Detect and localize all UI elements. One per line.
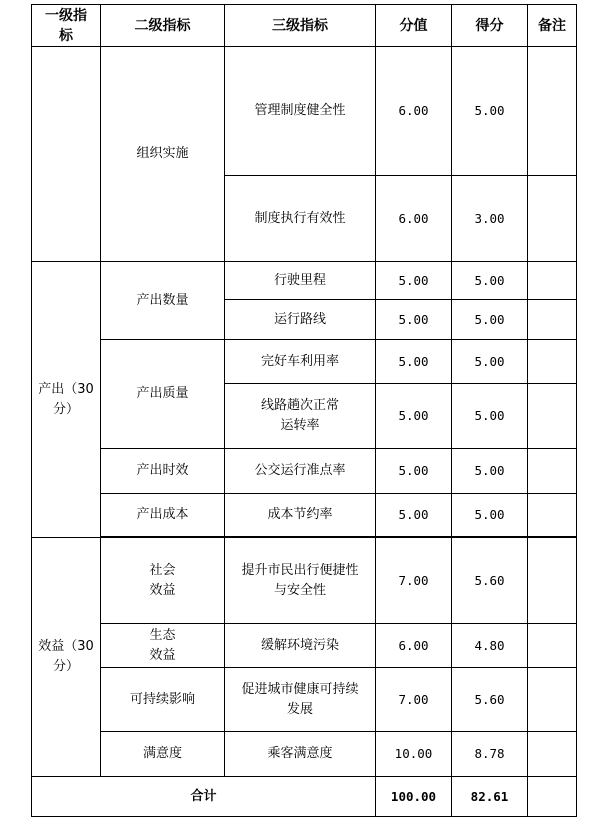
level2-cell-kechixu: 可持续影响 [101, 668, 225, 732]
table-row [32, 262, 577, 300]
note-cell [528, 176, 577, 262]
got-cell: 5.60 [452, 538, 528, 624]
header-level3: 三级指标 [225, 5, 376, 47]
table-row [32, 538, 577, 624]
got-cell: 5.00 [452, 494, 528, 537]
got-cell: 5.60 [452, 668, 528, 732]
note-cell [528, 624, 577, 668]
indicator-cell: 乘客满意度 [225, 732, 376, 777]
header-got: 得分 [452, 5, 528, 47]
got-cell: 5.00 [452, 340, 528, 384]
level2-cell-manyi: 满意度 [101, 732, 225, 777]
score-cell: 6.00 [376, 624, 452, 668]
indicator-cell: 成本节约率 [225, 494, 376, 537]
got-cell: 4.80 [452, 624, 528, 668]
note-cell [528, 732, 577, 777]
header-note: 备注 [528, 5, 577, 47]
total-row [32, 777, 577, 817]
score-cell: 5.00 [376, 384, 452, 449]
indicator-cell: 公交运行准点率 [225, 449, 376, 494]
level2-cell-shehui: 社会 效益 [101, 538, 225, 624]
level2-cell-shengtai: 生态 效益 [101, 624, 225, 668]
level2-cell-shixiao: 产出时效 [101, 449, 225, 494]
got-cell: 5.00 [452, 384, 528, 449]
level2-cell-zuzhi: 组织实施 [101, 47, 225, 262]
note-cell [528, 668, 577, 732]
got-cell: 8.78 [452, 732, 528, 777]
score-cell: 5.00 [376, 300, 452, 340]
total-score: 100.00 [376, 777, 452, 817]
note-cell [528, 262, 577, 300]
score-cell: 6.00 [376, 176, 452, 262]
indicator-cell: 管理制度健全性 [225, 47, 376, 176]
note-cell [528, 384, 577, 449]
total-got: 82.61 [452, 777, 528, 817]
total-note [528, 777, 577, 817]
header-level2: 二级指标 [101, 5, 225, 47]
header-row [32, 5, 577, 47]
table-row [32, 494, 577, 537]
score-cell: 5.00 [376, 262, 452, 300]
got-cell: 5.00 [452, 300, 528, 340]
indicator-cell: 提升市民出行便捷性 与安全性 [225, 538, 376, 624]
score-cell: 5.00 [376, 449, 452, 494]
header-score: 分值 [376, 5, 452, 47]
note-cell [528, 340, 577, 384]
indicator-cell: 制度执行有效性 [225, 176, 376, 262]
note-cell [528, 538, 577, 624]
score-cell: 7.00 [376, 538, 452, 624]
indicator-cell: 运行路线 [225, 300, 376, 340]
note-cell [528, 300, 577, 340]
level1-cell-g3: 效益（30 分） [32, 538, 101, 777]
total-label: 合计 [32, 777, 376, 817]
score-cell: 5.00 [376, 494, 452, 537]
indicator-cell: 完好车利用率 [225, 340, 376, 384]
level1-cell-g1 [32, 47, 101, 262]
score-cell: 7.00 [376, 668, 452, 732]
table-row [32, 732, 577, 777]
table-row [32, 449, 577, 494]
got-cell: 5.00 [452, 262, 528, 300]
evaluation-table [31, 4, 577, 817]
indicator-cell: 线路趟次正常 运转率 [225, 384, 376, 449]
indicator-cell: 行驶里程 [225, 262, 376, 300]
level2-cell-chengben: 产出成本 [101, 494, 225, 537]
level1-cell-g2: 产出（30 分） [32, 262, 101, 538]
note-cell [528, 47, 577, 176]
table-row [32, 340, 577, 384]
note-cell [528, 449, 577, 494]
level2-cell-zhiliang: 产出质量 [101, 340, 225, 449]
got-cell: 3.00 [452, 176, 528, 262]
indicator-cell: 促进城市健康可持续 发展 [225, 668, 376, 732]
table-row [32, 668, 577, 732]
score-cell: 10.00 [376, 732, 452, 777]
header-level1: 一级指 标 [32, 5, 101, 47]
table-row [32, 47, 577, 176]
score-cell: 5.00 [376, 340, 452, 384]
indicator-cell: 缓解环境污染 [225, 624, 376, 668]
table-row [32, 624, 577, 668]
got-cell: 5.00 [452, 449, 528, 494]
level2-cell-shuliang: 产出数量 [101, 262, 225, 340]
got-cell: 5.00 [452, 47, 528, 176]
note-cell [528, 494, 577, 537]
score-cell: 6.00 [376, 47, 452, 176]
